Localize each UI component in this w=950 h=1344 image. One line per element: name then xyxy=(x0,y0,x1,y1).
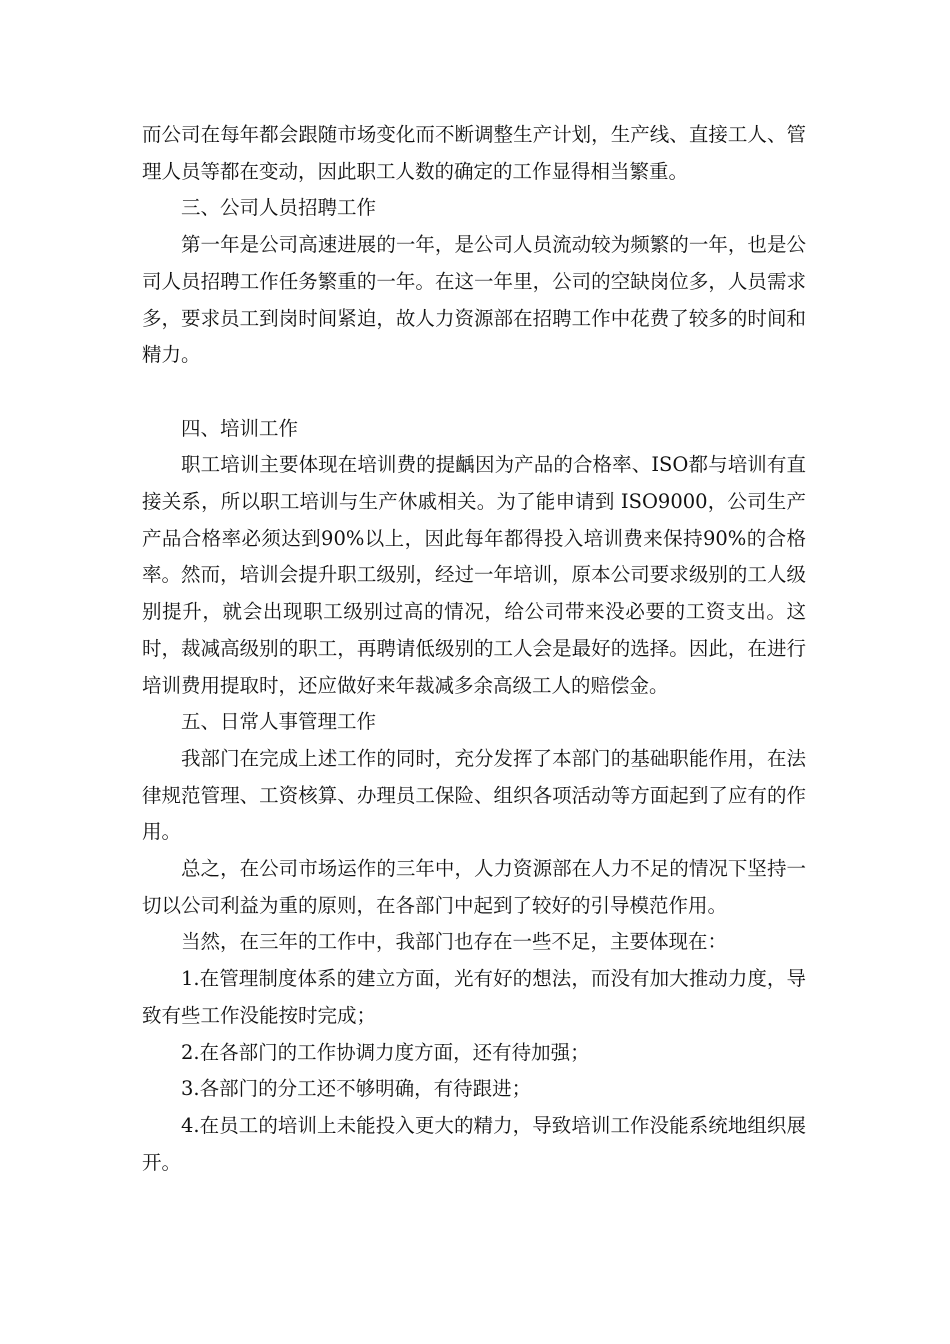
paragraph-continuation: 而公司在每年都会跟随市场变化而不断调整生产计划，生产线、直接工人、管理人员等都在变动，因此职工人数的确定的工作显得相当繁重。 xyxy=(142,123,806,183)
list-item-shortcoming-1: 1.在管理制度体系的建立方面，光有好的想法，而没有加大推动力度，导致有些工作没能按时完成； xyxy=(142,967,806,1027)
paragraph-recruitment: 第一年是公司高速进展的一年，是公司人员流动较为频繁的一年，也是公司人员招聘工作任务繁重的一年。在这一年里，公司的空缺岗位多，人员需求多，要求员工到岗时间紧迫，故人力资源部在招聘工作中花费了较多的时间和精力。 xyxy=(142,233,806,367)
list-item-shortcoming-4: 4.在员工的培训上未能投入更大的精力，导致培训工作没能系统地组织展开。 xyxy=(142,1113,806,1174)
list-item-shortcoming-2: 2.在各部门的工作协调力度方面，还有待加强； xyxy=(181,1040,590,1064)
paragraph-daily-hr: 我部门在完成上述工作的同时，充分发挥了本部门的基础职能作用，在法律规范管理、工资核算、办理员工保险、组织各项活动等方面起到了应有的作用。 xyxy=(142,746,806,844)
document-body xyxy=(142,117,806,1181)
list-item-shortcoming-3: 3.各部门的分工还不够明确，有待跟进； xyxy=(181,1077,532,1101)
paragraph-summary: 总之，在公司市场运作的三年中，人力资源部在人力不足的情况下坚持一切以公司利益为重的原则，在各部门中起到了较好的引导模范作用。 xyxy=(142,857,806,917)
paragraph-training: 职工培训主要体现在培训费的提齲因为产品的合格率、ISO都与培训有直接关系，所以职工培训与生产休戚相关。为了能申请到 ISO9000，公司生产产品合格率必须达到90%以上，因此每年都得投入培训费来保持90%的合格率。然而，培训会提升职工级别，经过一年培训，原本公司要求级别的工人级别提升，就会出现职工级别过高的情况，给公司带来没必要的工资支出。这时，裁减高级别的职工，再聘请低级别的工人会是最好的选择。因此，在进行培训费用提取时，还应做好来年裁减多余高级工人的赔偿金。 xyxy=(142,453,806,697)
section-heading-training: 四、培训工作 xyxy=(181,416,299,440)
section-heading-recruitment: 三、公司人员招聘工作 xyxy=(181,196,377,220)
paragraph-shortcomings-intro: 当然，在三年的工作中，我部门也存在一些不足，主要体现在： xyxy=(181,930,728,954)
blank-line xyxy=(142,374,806,411)
section-heading-daily-hr: 五、日常人事管理工作 xyxy=(181,710,377,734)
